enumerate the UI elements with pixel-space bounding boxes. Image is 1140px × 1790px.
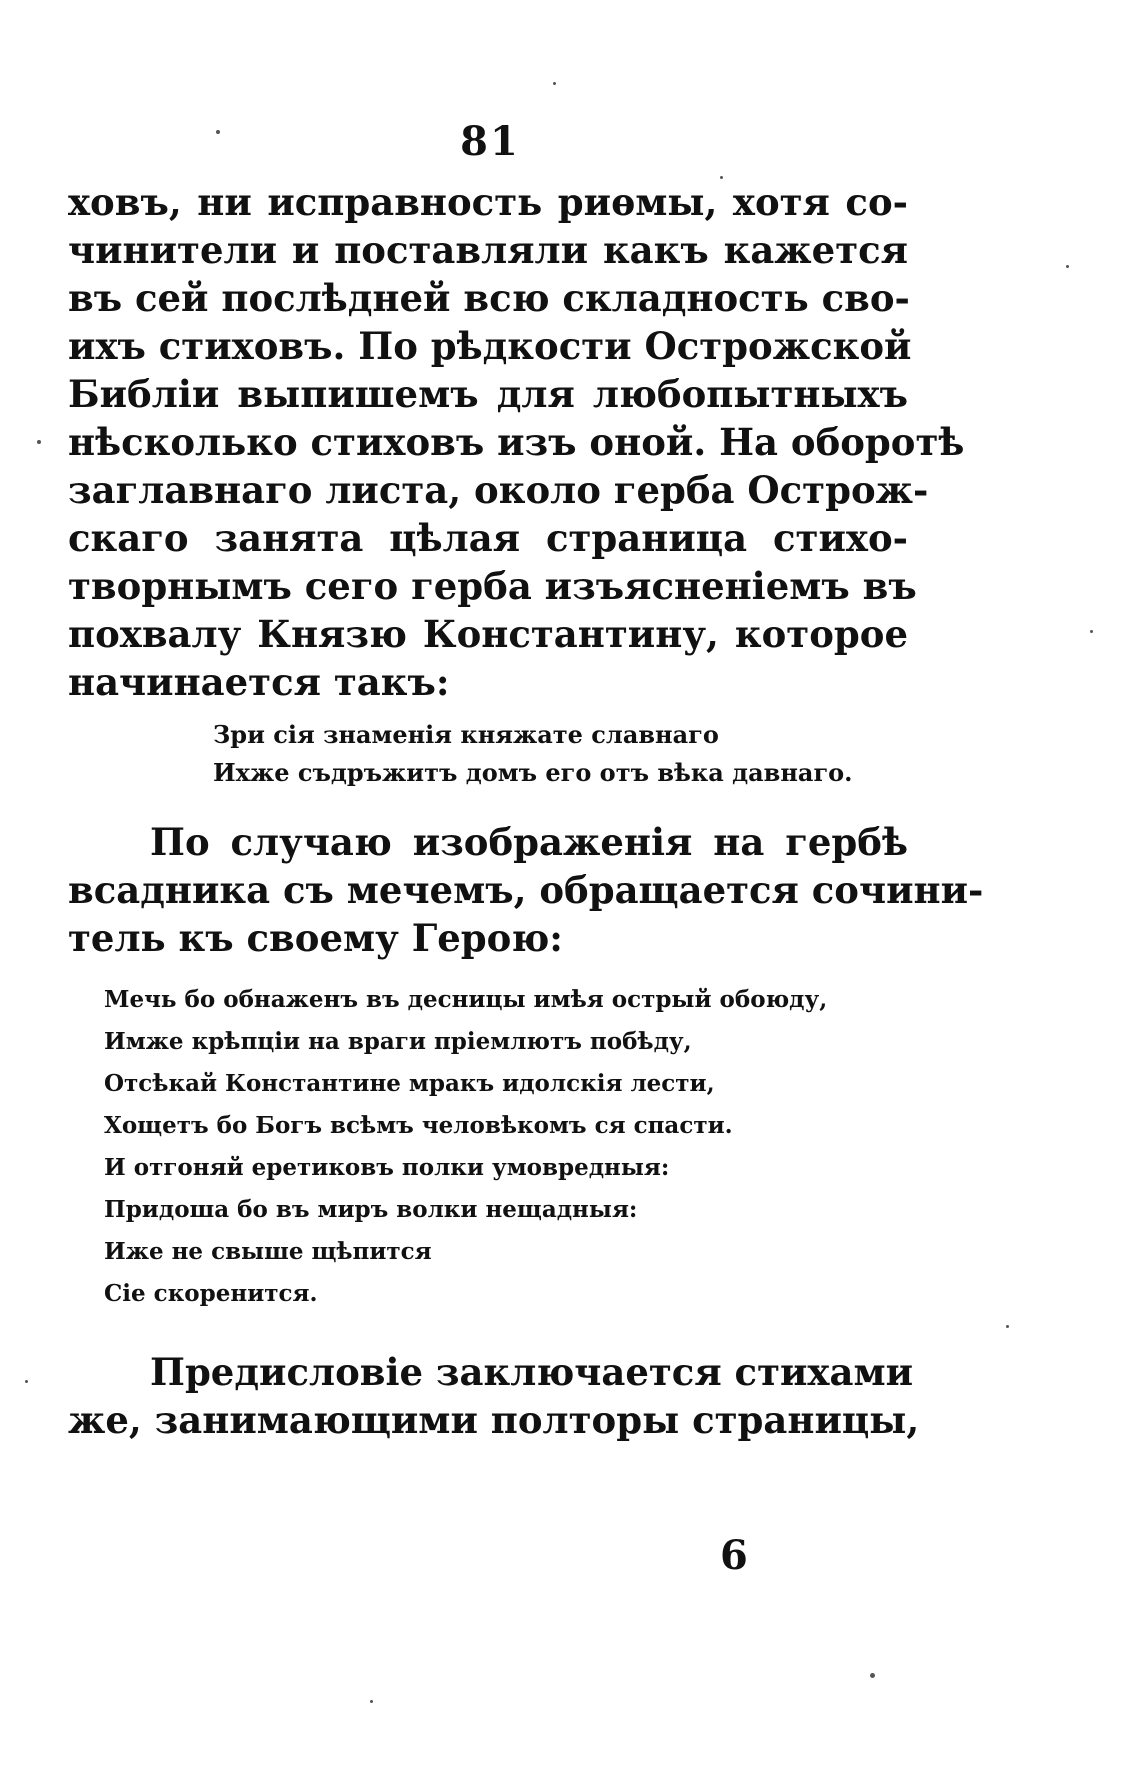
scan-speck xyxy=(720,176,723,179)
page-number: 81 xyxy=(460,118,520,165)
body-text-line: Предисловіе заключается стихами xyxy=(150,1350,914,1394)
body-text-line: скаго занята цѣлая страница стихо- xyxy=(68,516,908,560)
scan-speck xyxy=(1066,265,1069,268)
scan-speck xyxy=(1006,1325,1009,1328)
body-text-line: же, занимающими полторы страницы, xyxy=(68,1398,920,1442)
body-text-line: въ сей послѣдней всю складность сво- xyxy=(68,276,910,320)
signature-mark: 6 xyxy=(720,1532,748,1579)
body-text-line: ховъ, ни исправность риѳмы, хотя со- xyxy=(68,180,908,224)
verse-line: Ихже съдръжитъ домъ его отъ вѣка давнаго. xyxy=(213,758,853,787)
verse-line: Мечь бо обнаженъ въ десницы имѣя острый обоюду, xyxy=(104,986,828,1013)
body-text-line: ихъ стиховъ. По рѣдкости Острожской xyxy=(68,324,912,368)
scan-speck xyxy=(370,1700,373,1703)
verse-line: Сіе скоренится. xyxy=(104,1280,318,1307)
body-text-line: нѣсколько стиховъ изъ оной. На оборотѣ xyxy=(68,420,965,464)
verse-line: И отгоняй еретиковъ полки умовредныя: xyxy=(104,1154,670,1181)
body-text-line: Библіи выпишемъ для любопытныхъ xyxy=(68,372,908,416)
verse-line: Зри сія знаменія княжате славнаго xyxy=(213,720,719,749)
verse-line: Отсѣкай Константине мракъ идолскія лести, xyxy=(104,1070,715,1097)
verse-line: Иже не свыше щѣпится xyxy=(104,1238,432,1265)
scan-speck xyxy=(870,1673,875,1678)
body-text-line: тель къ своему Герою: xyxy=(68,916,563,960)
verse-line: Имже крѣпціи на враги пріемлютъ побѣду, xyxy=(104,1028,692,1055)
body-text-line: заглавнаго листа, около герба Острож- xyxy=(68,468,929,512)
scan-speck xyxy=(1090,630,1093,633)
scan-speck xyxy=(25,1380,28,1383)
body-text-line: начинается такъ: xyxy=(68,660,450,704)
body-text-line: творнымъ сего герба изъясненіемъ въ xyxy=(68,564,917,608)
scan-speck xyxy=(37,440,41,444)
scan-speck xyxy=(216,130,220,134)
scan-speck xyxy=(553,82,556,85)
body-text-line: всадника съ мечемъ, обращается сочини- xyxy=(68,868,984,912)
verse-line: Придоша бо въ миръ волки нещадныя: xyxy=(104,1196,638,1223)
body-text-line: чинители и поставляли какъ кажется xyxy=(68,228,908,272)
verse-line: Хощетъ бо Богъ всѣмъ человѣкомъ ся спасти. xyxy=(104,1112,733,1139)
body-text-line: похвалу Князю Константину, которое xyxy=(68,612,908,656)
body-text-line: По случаю изображенія на гербѣ xyxy=(150,820,908,864)
